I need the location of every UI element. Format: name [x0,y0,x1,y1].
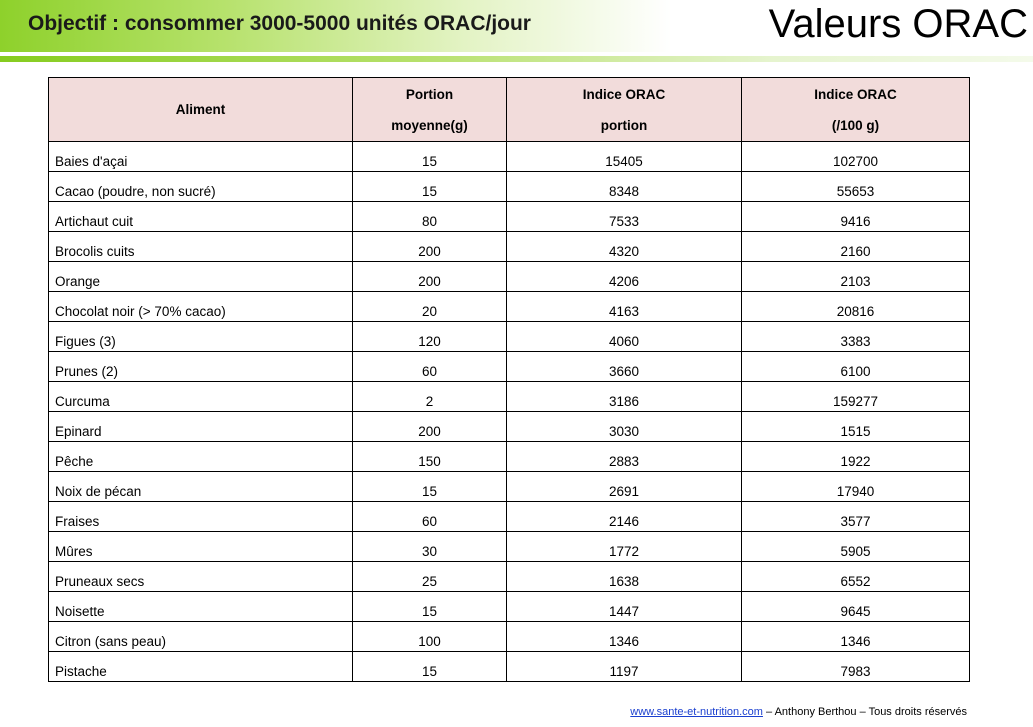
cell-portion: 60 [353,352,507,382]
cell-aliment: Baies d'açai [49,142,353,172]
table-row [49,232,970,262]
cell-aliment: Noisette [49,592,353,622]
cell-orac-portion: 8348 [507,172,742,202]
table-body [49,142,970,682]
footer-credit [630,706,967,718]
cell-portion: 15 [353,142,507,172]
cell-aliment: Epinard [49,412,353,442]
column-header-line2: (/100 g) [831,117,880,133]
cell-orac-100g: 9645 [742,592,970,622]
table-row [49,412,970,442]
cell-aliment: Cacao (poudre, non sucré) [49,172,353,202]
cell-orac-100g: 102700 [742,142,970,172]
cell-orac-portion: 1346 [507,622,742,652]
table-header-row [49,78,970,142]
cell-orac-portion: 1197 [507,652,742,682]
cell-orac-100g: 159277 [742,382,970,412]
cell-portion: 15 [353,592,507,622]
cell-orac-portion: 2691 [507,472,742,502]
cell-portion: 80 [353,202,507,232]
cell-orac-portion: 3186 [507,382,742,412]
cell-orac-100g: 1922 [742,442,970,472]
cell-orac-portion: 1638 [507,562,742,592]
orac-table [48,77,970,682]
table-row [49,322,970,352]
table-row [49,382,970,412]
cell-orac-portion: 4163 [507,292,742,322]
cell-orac-portion: 3030 [507,412,742,442]
table-row [49,592,970,622]
cell-orac-portion: 3660 [507,352,742,382]
column-header-line2: moyenne(g) [391,117,468,133]
cell-orac-100g: 17940 [742,472,970,502]
table-row [49,502,970,532]
column-header-orac-100g [742,78,970,142]
cell-orac-portion: 15405 [507,142,742,172]
cell-aliment: Noix de pécan [49,472,353,502]
column-header-portion [353,78,507,142]
cell-orac-portion: 2883 [507,442,742,472]
cell-aliment: Brocolis cuits [49,232,353,262]
table-row [49,532,970,562]
table-row [49,622,970,652]
cell-orac-100g: 3577 [742,502,970,532]
cell-portion: 120 [353,322,507,352]
cell-aliment: Fraises [49,502,353,532]
cell-orac-100g: 3383 [742,322,970,352]
table-row [49,202,970,232]
table-row [49,292,970,322]
table-row [49,172,970,202]
table-row [49,142,970,172]
column-header-line1: Aliment [175,102,226,117]
cell-orac-portion: 7533 [507,202,742,232]
cell-portion: 15 [353,472,507,502]
cell-aliment: Citron (sans peau) [49,622,353,652]
cell-aliment: Prunes (2) [49,352,353,382]
cell-orac-portion: 1772 [507,532,742,562]
cell-portion: 200 [353,232,507,262]
cell-aliment: Mûres [49,532,353,562]
table-row [49,652,970,682]
column-header-line2: portion [600,117,648,133]
cell-orac-100g: 2160 [742,232,970,262]
cell-orac-portion: 4060 [507,322,742,352]
column-header-orac-portion [507,78,742,142]
cell-orac-100g: 6552 [742,562,970,592]
cell-portion: 15 [353,172,507,202]
cell-portion: 25 [353,562,507,592]
column-header-line1: Indice ORAC [814,86,897,102]
cell-aliment: Figues (3) [49,322,353,352]
cell-portion: 30 [353,532,507,562]
page-title: Valeurs ORAC [768,2,1028,46]
cell-portion: 200 [353,412,507,442]
cell-orac-100g: 6100 [742,352,970,382]
column-header-line1: Indice ORAC [582,86,666,102]
cell-orac-100g: 5905 [742,532,970,562]
objective-text: Objectif : consommer 3000-5000 unités ORAC/jour [28,12,531,35]
cell-aliment: Artichaut cuit [49,202,353,232]
footer-website-link[interactable]: www.sante-et-nutrition.com [630,706,763,718]
cell-orac-100g: 2103 [742,262,970,292]
cell-orac-portion: 2146 [507,502,742,532]
cell-orac-100g: 1346 [742,622,970,652]
cell-orac-portion: 4320 [507,232,742,262]
column-header-line1: Portion [405,86,454,102]
cell-aliment: Curcuma [49,382,353,412]
table-row [49,442,970,472]
cell-aliment: Pistache [49,652,353,682]
cell-portion: 150 [353,442,507,472]
cell-portion: 60 [353,502,507,532]
cell-orac-100g: 20816 [742,292,970,322]
table-row [49,262,970,292]
cell-aliment: Orange [49,262,353,292]
cell-orac-100g: 55653 [742,172,970,202]
cell-aliment: Pruneaux secs [49,562,353,592]
cell-portion: 100 [353,622,507,652]
cell-portion: 20 [353,292,507,322]
cell-portion: 200 [353,262,507,292]
column-header-aliment [49,78,353,142]
cell-orac-100g: 9416 [742,202,970,232]
cell-portion: 2 [353,382,507,412]
cell-aliment: Chocolat noir (> 70% cacao) [49,292,353,322]
cell-aliment: Pêche [49,442,353,472]
cell-portion: 15 [353,652,507,682]
footer-credit-text: – Anthony Berthou – Tous droits réservés [762,706,967,718]
cell-orac-portion: 1447 [507,592,742,622]
table-row [49,472,970,502]
table-row [49,352,970,382]
cell-orac-100g: 1515 [742,412,970,442]
table-row [49,562,970,592]
header-divider-line [0,56,1033,62]
cell-orac-100g: 7983 [742,652,970,682]
cell-orac-portion: 4206 [507,262,742,292]
